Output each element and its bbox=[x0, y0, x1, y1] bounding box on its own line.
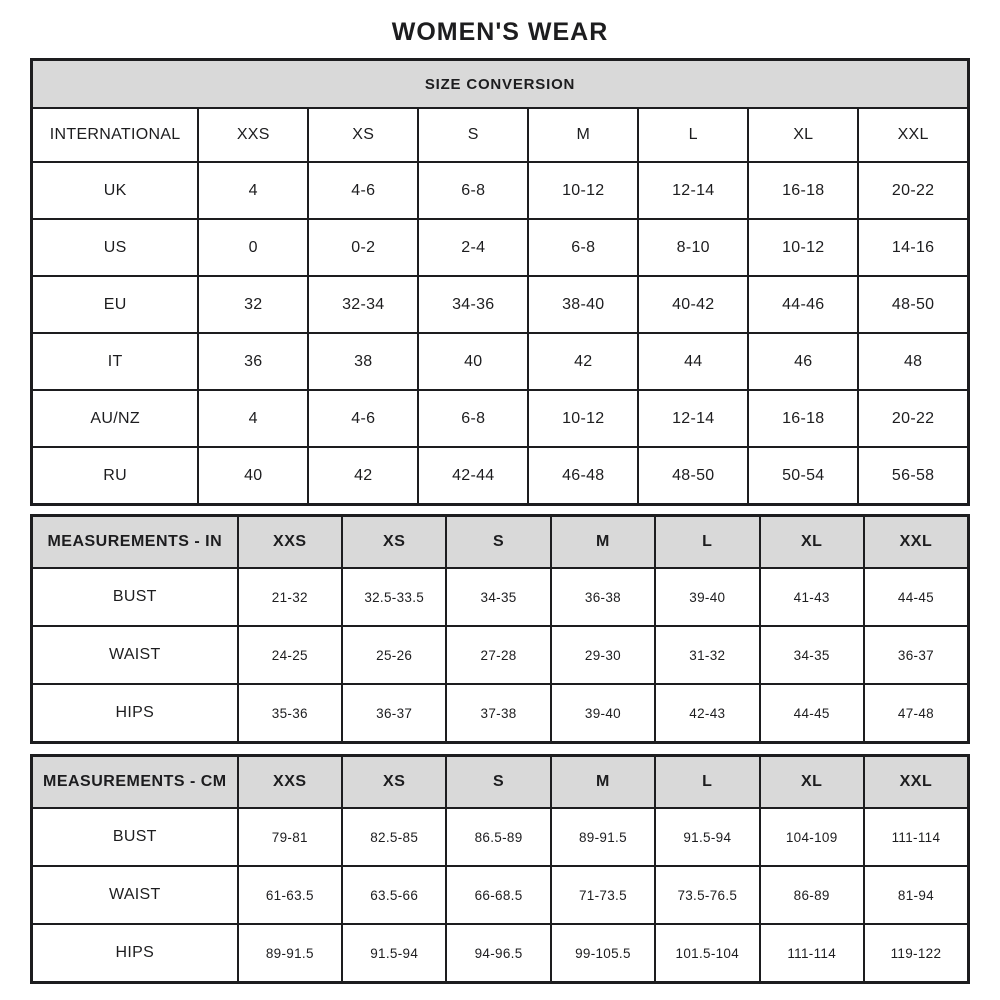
table-cell: 86-89 bbox=[760, 866, 864, 924]
table-cell: 119-122 bbox=[864, 924, 969, 983]
table-cell: 61-63.5 bbox=[238, 866, 342, 924]
table-cell: 0-2 bbox=[308, 219, 418, 276]
table-cell: 48-50 bbox=[638, 447, 748, 505]
table-cell: 104-109 bbox=[760, 808, 864, 866]
table-cell: 44-45 bbox=[864, 568, 969, 626]
table-row-ru bbox=[32, 447, 969, 505]
table-cell: 63.5-66 bbox=[342, 866, 446, 924]
row-label: BUST bbox=[32, 808, 238, 866]
table-cell: 32 bbox=[198, 276, 308, 333]
column-header-xl: XL bbox=[748, 108, 858, 162]
size-conversion-title: SIZE CONVERSION bbox=[32, 60, 969, 109]
measurements-in-title: MEASUREMENTS - IN bbox=[32, 516, 238, 569]
table-cell: 89-91.5 bbox=[238, 924, 342, 983]
column-header-xl: XL bbox=[760, 756, 864, 809]
table-cell: 111-114 bbox=[864, 808, 969, 866]
table-cell: 73.5-76.5 bbox=[655, 866, 759, 924]
table-cell: 71-73.5 bbox=[551, 866, 655, 924]
table-cell: 36-37 bbox=[342, 684, 446, 743]
column-header-l: L bbox=[638, 108, 748, 162]
table-cell: 50-54 bbox=[748, 447, 858, 505]
column-header-xl: XL bbox=[760, 516, 864, 569]
table-cell: 27-28 bbox=[446, 626, 550, 684]
table-cell: 35-36 bbox=[238, 684, 342, 743]
table-cell: 81-94 bbox=[864, 866, 969, 924]
row-label: US bbox=[32, 219, 199, 276]
row-label: WAIST bbox=[32, 866, 238, 924]
table-cell: 16-18 bbox=[748, 162, 858, 219]
table-cell: 46 bbox=[748, 333, 858, 390]
table-cell: 12-14 bbox=[638, 390, 748, 447]
column-header-m: M bbox=[528, 108, 638, 162]
table-cell: 42 bbox=[308, 447, 418, 505]
size-guide-page bbox=[30, 0, 970, 984]
table-cell: 10-12 bbox=[748, 219, 858, 276]
table-cell: 91.5-94 bbox=[655, 808, 759, 866]
table-header-row bbox=[32, 756, 969, 809]
table-cell: 8-10 bbox=[638, 219, 748, 276]
table-cell: 34-35 bbox=[446, 568, 550, 626]
table-cell: 24-25 bbox=[238, 626, 342, 684]
table-cell: 31-32 bbox=[655, 626, 759, 684]
table-cell: 34-35 bbox=[760, 626, 864, 684]
measurements-cm-title: MEASUREMENTS - CM bbox=[32, 756, 238, 809]
row-label: IT bbox=[32, 333, 199, 390]
table-row-bust bbox=[32, 808, 969, 866]
table-cell: 56-58 bbox=[858, 447, 968, 505]
column-header-s: S bbox=[446, 516, 550, 569]
column-header-m: M bbox=[551, 756, 655, 809]
column-header-xs: XS bbox=[308, 108, 418, 162]
table-cell: 10-12 bbox=[528, 390, 638, 447]
table-row-eu bbox=[32, 276, 969, 333]
column-header-m: M bbox=[551, 516, 655, 569]
table-cell: 12-14 bbox=[638, 162, 748, 219]
table-cell: 44-45 bbox=[760, 684, 864, 743]
table-cell: 34-36 bbox=[418, 276, 528, 333]
page-title: WOMEN'S WEAR bbox=[391, 18, 609, 46]
table-cell: 6-8 bbox=[528, 219, 638, 276]
table-cell: 10-12 bbox=[528, 162, 638, 219]
table-cell: 82.5-85 bbox=[342, 808, 446, 866]
table-cell: 38 bbox=[308, 333, 418, 390]
column-header-international: INTERNATIONAL bbox=[32, 108, 199, 162]
table-title-row bbox=[32, 60, 969, 109]
column-header-xxl: XXL bbox=[858, 108, 968, 162]
table-row-uk bbox=[32, 162, 969, 219]
table-cell: 48 bbox=[858, 333, 968, 390]
table-cell: 38-40 bbox=[528, 276, 638, 333]
table-cell: 94-96.5 bbox=[446, 924, 550, 983]
table-row-waist bbox=[32, 866, 969, 924]
table-cell: 101.5-104 bbox=[655, 924, 759, 983]
table-cell: 0 bbox=[198, 219, 308, 276]
table-cell: 39-40 bbox=[655, 568, 759, 626]
table-header-row bbox=[32, 516, 969, 569]
table-cell: 48-50 bbox=[858, 276, 968, 333]
table-cell: 46-48 bbox=[528, 447, 638, 505]
table-row-waist bbox=[32, 626, 969, 684]
column-header-s: S bbox=[446, 756, 550, 809]
table-cell: 42-44 bbox=[418, 447, 528, 505]
table-cell: 20-22 bbox=[858, 162, 968, 219]
row-label: BUST bbox=[32, 568, 238, 626]
table-cell: 4 bbox=[198, 390, 308, 447]
table-cell: 6-8 bbox=[418, 390, 528, 447]
column-header-s: S bbox=[418, 108, 528, 162]
table-cell: 36-37 bbox=[864, 626, 969, 684]
table-cell: 44-46 bbox=[748, 276, 858, 333]
row-label: HIPS bbox=[32, 924, 238, 983]
table-cell: 39-40 bbox=[551, 684, 655, 743]
table-cell: 44 bbox=[638, 333, 748, 390]
table-cell: 40-42 bbox=[638, 276, 748, 333]
row-label: WAIST bbox=[32, 626, 238, 684]
table-row-hips bbox=[32, 684, 969, 743]
table-cell: 32.5-33.5 bbox=[342, 568, 446, 626]
table-cell: 14-16 bbox=[858, 219, 968, 276]
table-cell: 42 bbox=[528, 333, 638, 390]
table-cell: 41-43 bbox=[760, 568, 864, 626]
table-cell: 4-6 bbox=[308, 162, 418, 219]
table-row-us bbox=[32, 219, 969, 276]
measurements-cm-table bbox=[30, 754, 970, 984]
table-cell: 20-22 bbox=[858, 390, 968, 447]
table-cell: 40 bbox=[418, 333, 528, 390]
table-cell: 29-30 bbox=[551, 626, 655, 684]
table-cell: 25-26 bbox=[342, 626, 446, 684]
table-cell: 91.5-94 bbox=[342, 924, 446, 983]
table-cell: 36 bbox=[198, 333, 308, 390]
column-header-l: L bbox=[655, 516, 759, 569]
table-row-hips bbox=[32, 924, 969, 983]
table-cell: 4 bbox=[198, 162, 308, 219]
table-cell: 86.5-89 bbox=[446, 808, 550, 866]
row-label: RU bbox=[32, 447, 199, 505]
table-cell: 2-4 bbox=[418, 219, 528, 276]
table-cell: 42-43 bbox=[655, 684, 759, 743]
table-cell: 4-6 bbox=[308, 390, 418, 447]
table-cell: 36-38 bbox=[551, 568, 655, 626]
table-row-aunz bbox=[32, 390, 969, 447]
table-cell: 21-32 bbox=[238, 568, 342, 626]
table-header-row bbox=[32, 108, 969, 162]
column-header-xxs: XXS bbox=[238, 516, 342, 569]
column-header-l: L bbox=[655, 756, 759, 809]
table-row-bust bbox=[32, 568, 969, 626]
table-cell: 111-114 bbox=[760, 924, 864, 983]
row-label: HIPS bbox=[32, 684, 238, 743]
table-cell: 66-68.5 bbox=[446, 866, 550, 924]
row-label: EU bbox=[32, 276, 199, 333]
table-cell: 37-38 bbox=[446, 684, 550, 743]
column-header-xxl: XXL bbox=[864, 516, 969, 569]
column-header-xxs: XXS bbox=[238, 756, 342, 809]
table-cell: 99-105.5 bbox=[551, 924, 655, 983]
row-label: UK bbox=[32, 162, 199, 219]
size-conversion-table bbox=[30, 58, 970, 506]
table-cell: 6-8 bbox=[418, 162, 528, 219]
column-header-xs: XS bbox=[342, 756, 446, 809]
table-cell: 16-18 bbox=[748, 390, 858, 447]
measurements-in-table bbox=[30, 514, 970, 744]
table-cell: 32-34 bbox=[308, 276, 418, 333]
column-header-xxl: XXL bbox=[864, 756, 969, 809]
row-label: AU/NZ bbox=[32, 390, 199, 447]
table-cell: 79-81 bbox=[238, 808, 342, 866]
table-row-it bbox=[32, 333, 969, 390]
column-header-xxs: XXS bbox=[198, 108, 308, 162]
table-cell: 47-48 bbox=[864, 684, 969, 743]
column-header-xs: XS bbox=[342, 516, 446, 569]
table-cell: 89-91.5 bbox=[551, 808, 655, 866]
table-cell: 40 bbox=[198, 447, 308, 505]
